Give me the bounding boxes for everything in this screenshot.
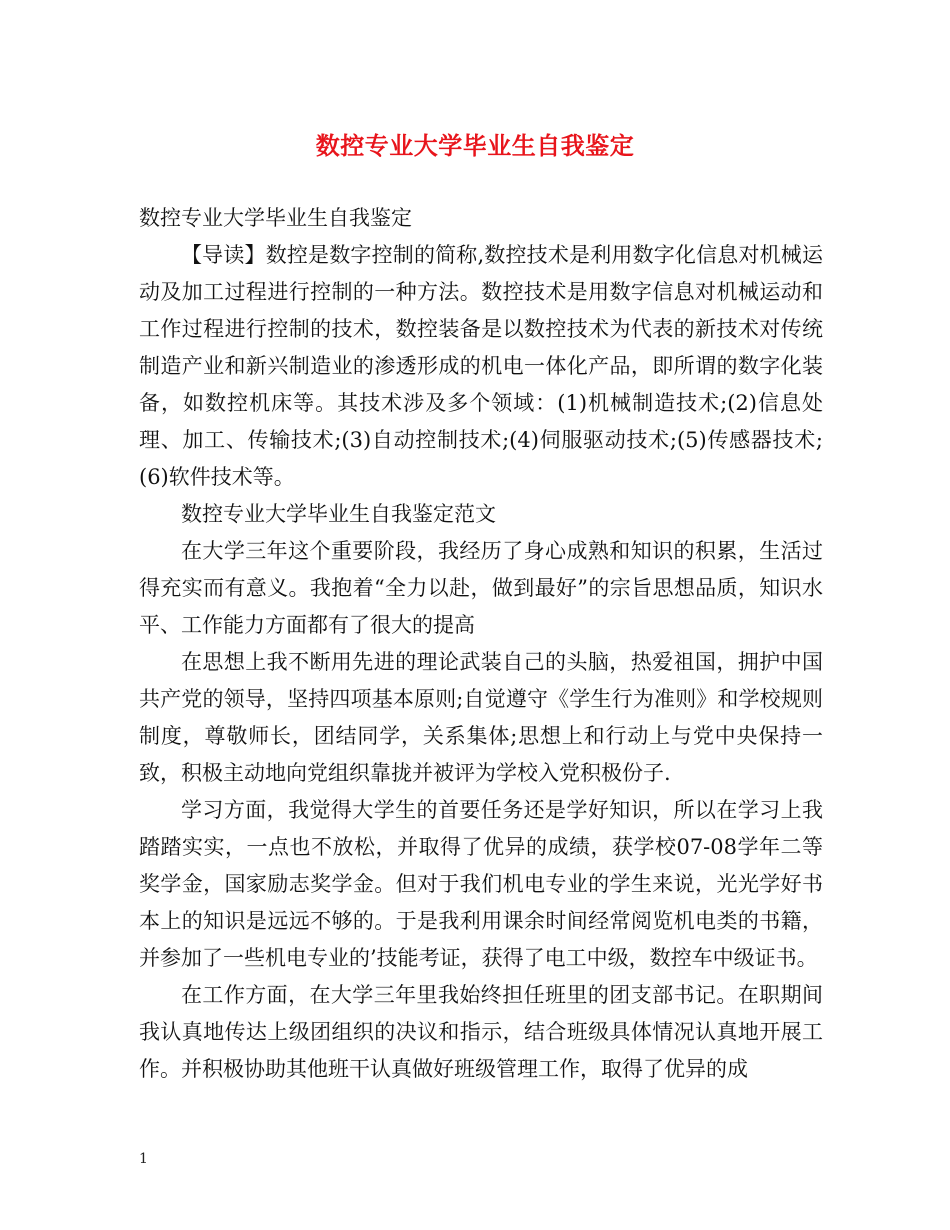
- document-body: [139, 200, 823, 1088]
- document-title: 数控专业大学毕业生自我鉴定: [315, 131, 635, 160]
- paragraph-thought: 在思想上我不断用先进的理论武装自己的头脑，热爱祖国，拥护中国共产党的领导，坚持四项基本原则;自觉遵守《学生行为准则》和学校规则制度，尊敬师长，团结同学，关系集体;思想上和行动上与党中央保持一致，积极主动地向党组织靠拢并被评为学校入党积极份子.: [139, 650, 823, 785]
- paragraph-work: 在工作方面，在大学三年里我始终担任班里的团支部书记。在职期间我认真地传达上级团组织的决议和指示，结合班级具体情况认真地开展工作。并积极协助其他班干认真做好班级管理工作，取得了优异的成: [139, 983, 823, 1081]
- paragraph-study: 学习方面，我觉得大学生的首要任务还是学好知识，所以在学习上我踏踏实实，一点也不放松，并取得了优异的成绩，获学校07-08学年二等奖学金，国家励志奖学金。但对于我们机电专业的学生来说，光光学好书本上的知识是远远不够的。于是我利用课余时间经常阅览机电类的书籍，并参加了一些机电专业的’技能考证，获得了电工中级，数控车中级证书。: [139, 798, 823, 970]
- paragraph-overview: 在大学三年这个重要阶段，我经历了身心成熟和知识的积累，生活过得充实而有意义。我抱着“全力以赴，做到最好”的宗旨思想品质，知识水平、工作能力方面都有了很大的提高: [139, 539, 823, 637]
- paragraph-intro: 【导读】数控是数字控制的简称,数控技术是利用数字化信息对机械运动及加工过程进行控制的一种方法。数控技术是用数字信息对机械运动和工作过程进行控制的技术，数控装备是以数控技术为代表的新技术对传统制造产业和新兴制造业的渗透形成的机电一体化产品，即所谓的数字化装备，如数控机床等。其技术涉及多个领域：(1)机械制造技术;(2)信息处理、加工、传输技术;(3)自动控制技术;(4)伺服驱动技术;(5)传感器技术;(6)软件技术等。: [139, 243, 823, 489]
- paragraph-heading: 数控专业大学毕业生自我鉴定: [139, 206, 412, 230]
- paragraph-subtitle: 数控专业大学毕业生自我鉴定范文: [181, 502, 496, 526]
- page-number: 1: [139, 1151, 148, 1167]
